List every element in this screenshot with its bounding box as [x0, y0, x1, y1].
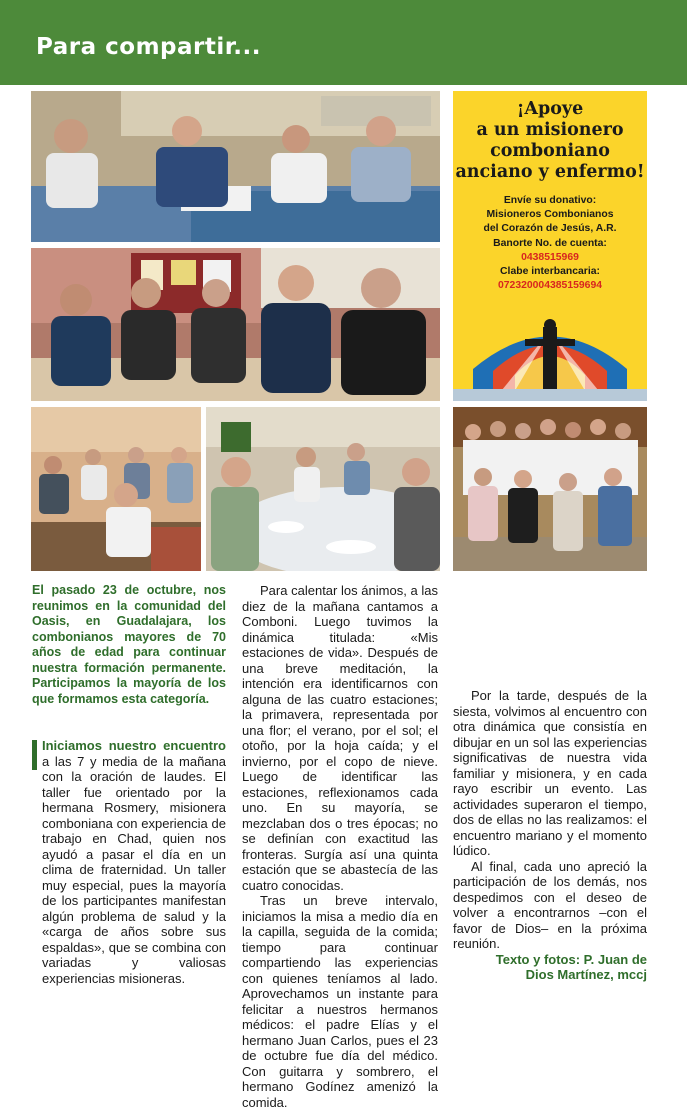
photo-group-portrait: [453, 407, 647, 571]
org-line-1: Misioneros Combonianos: [486, 209, 614, 221]
article-lead: El pasado 23 de octubre, nos reunimos en la comunidad del Oasis, en Guadalajara, los combonianos mayores de 70 años de edad para continuar nuestra formación permanente. Participamos la mayoría de los que formamos esta categoría.: [32, 583, 226, 706]
photo-credit: Texto y fotos: P. Juan de Dios Martínez, mccj: [495, 951, 647, 982]
article-column-2: [242, 583, 438, 1110]
photo-meeting-table: [31, 91, 440, 242]
ad-headline: ¡Apoye a un misionero comboniano anciano y enfermo!: [455, 99, 645, 182]
photo-audience-seated: [31, 248, 440, 401]
clabe-number: 072320004385159694: [497, 280, 603, 292]
clabe-label: Clabe interbancaria:: [500, 266, 600, 278]
col3-paragraph-2: Al final, cada uno apreció la participación de los demás, nos despedimos con el deseo de volver a encontrarnos –con el favor de Dios– en la próxima reunión.: [453, 858, 647, 951]
page-title: Para compartir...: [36, 34, 262, 60]
col1-paragraph: Iniciamos nuestro encuentro a las 7 y media de la mañana con la oración de laudes. El taller fue orientado por la hermana Rosmery, misionera comboniana con experiencia de trabajo en Chad, quien nos ayudó a pasar el día en un clima de fraternidad. Un taller muy especial, pues la mayoría de los participantes manifestan algún problema de salud y la «carga de años sobre sus espaldas», que se combina con variadas y valiosas experiencias misioneras.: [42, 738, 226, 986]
account-number: 0438515969: [521, 251, 579, 263]
col2-paragraph-2: Tras un breve intervalo, iniciamos la misa a medio día en la capilla, seguida de la comida; tiempo para continuar compartiendo las experiencias con quienes teníamos al lado. Aprovechamos un instante para felicitar a nuestros hermanos médicos: el padre Elías y el hermano Juan Carlos, pues el 23 de octubre fue día del médico. Con guitarra y sombrero, el hermano Godínez amenizó la comida.: [242, 893, 438, 1110]
intro-strong: Iniciamos nuestro encuentro: [42, 738, 226, 753]
org-line-2: del Corazón de Jesús, A.R.: [483, 223, 617, 235]
photo-lunch-table: [206, 407, 440, 571]
photo-room-group: [31, 407, 201, 571]
account-label: Banorte No. de cuenta:: [493, 237, 607, 249]
ad-details: [453, 194, 647, 293]
drop-accent-bar: [32, 740, 37, 770]
article-column-3: [453, 688, 647, 983]
donation-label: Envíe su donativo:: [503, 195, 597, 206]
col2-paragraph-1: Para calentar los ánimos, a las diez de la mañana cantamos a Comboni. Luego tuvimos la dinámica titulada: «Mis estaciones de vida». Después de una breve meditación, la intención era identificarnos con alguna de las cuatro estaciones; la primavera, representada por una flor; el verano, por el sol; el otoño, por la hoja caída; y el invierno, por el copo de nieve. Luego de identificar las estaciones, reflexionamos cada uno. En su mayoría, se mezclaban dos o tres épocas; no se definían con exactitud las fronteras. Surgía así una quinta estación que se abastecía de las cuatro conocidas.: [242, 583, 438, 893]
article-column-1: [42, 738, 226, 986]
col3-paragraph-1: Por la tarde, después de la siesta, volvimos al encuentro con otra dinámica que consistía en dibujar en un sol las experiencias significativas de nuestra vida familiar y misionera, y en cada rayo escribir un evento. Las actividades superaron el tiempo, dos de ellas no las realizamos: el encuentro mariano y el momento lúdico.: [453, 688, 647, 858]
donation-ad: [453, 91, 647, 401]
mosaic-illustration: [453, 309, 647, 401]
